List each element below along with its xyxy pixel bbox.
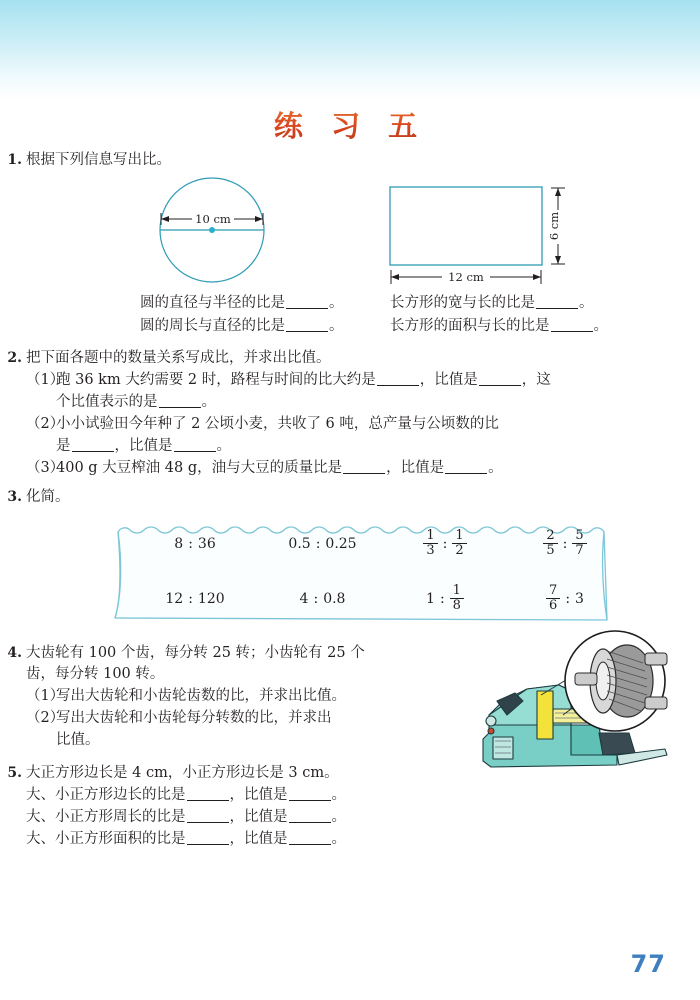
subitem-part: 写出大齿轮和小齿轮每分转数的比，并求出	[56, 710, 332, 726]
answer-blank[interactable]	[286, 317, 328, 332]
exercise-5-prompt: 大正方形边长是 4 cm，小正方形边长是 3 cm。	[26, 765, 339, 781]
fraction-numerator: 1	[452, 583, 461, 599]
exercise-4-prompt	[26, 643, 400, 685]
answer-prefix: 长方形的宽与长的比是	[390, 295, 535, 311]
exercise-2	[0, 348, 700, 479]
ratio-left: 1	[426, 590, 435, 607]
exercise-3-number: 3.	[7, 489, 22, 505]
subitem-part: 。	[488, 460, 503, 476]
exercise-1-answers-left	[140, 292, 344, 338]
answer-prefix: 大、小正方形边长的比是	[26, 787, 186, 803]
answer-line	[140, 315, 344, 338]
answer-prefix: 圆的周长与直径的比是	[140, 318, 285, 334]
subitem-text	[56, 457, 700, 479]
exercise-5-line-3	[26, 828, 700, 850]
answer-blank[interactable]	[159, 393, 201, 408]
ratio-item	[300, 591, 346, 607]
ratio-left: 0.5	[288, 535, 311, 552]
answer-blank[interactable]	[479, 371, 521, 386]
exercise-4	[0, 643, 700, 751]
rectangle-diagram	[382, 181, 582, 286]
gear-machine-illustration	[467, 629, 682, 779]
answer-blank[interactable]	[174, 437, 216, 452]
exercise-4-heading	[0, 643, 400, 685]
answer-blank[interactable]	[187, 786, 229, 801]
exercise-2-item-2	[26, 413, 700, 457]
ratio-right: 36	[197, 535, 216, 552]
circle-diameter-label: 10 cm	[195, 212, 231, 226]
subitem-part: ，这	[521, 372, 551, 388]
subitem-part: 个比值表示的是	[56, 394, 158, 410]
exercise-4-item-1	[26, 685, 426, 707]
ratio-item	[288, 536, 356, 552]
subitem-continuation	[56, 391, 700, 413]
subitem-part: ，比值是	[386, 460, 445, 476]
answer-prefix: 圆的直径与半径的比是	[140, 295, 285, 311]
answer-suffix: 。	[593, 318, 608, 334]
ratio-right: 120	[197, 590, 225, 607]
ratio-item	[174, 536, 215, 552]
ratio-item	[423, 529, 466, 557]
ratio-grid	[104, 516, 614, 626]
page-content	[0, 150, 700, 850]
subitem-part: 跑 36 km 大约需要 2 时，路程与时间的比大约是	[56, 372, 376, 388]
ratio-item	[543, 529, 586, 557]
exercise-1-number: 1.	[7, 152, 22, 168]
answer-blank[interactable]	[289, 808, 331, 823]
answer-line	[140, 292, 344, 315]
subitem-text	[56, 369, 700, 413]
answer-line	[26, 828, 700, 850]
ratio-item	[546, 584, 584, 612]
ratio-item	[426, 584, 464, 612]
fraction	[423, 529, 437, 557]
subitem-label: （2）	[26, 710, 65, 726]
answer-line	[26, 784, 700, 806]
exercise-2-prompt: 把下面各题中的数量关系写成比，并求出比值。	[26, 350, 331, 366]
answer-suffix: 。	[331, 809, 346, 825]
exercise-5-line-1	[26, 784, 700, 806]
prompt-line-1: 大齿轮有 100 个齿，每分转 25 转；小齿轮有 25 个	[26, 645, 365, 661]
answer-suffix: 。	[329, 318, 344, 334]
fraction-denominator: 3	[423, 543, 437, 558]
subitem-part: 400 g 大豆榨油 48 g，油与大豆的质量比是	[56, 460, 343, 476]
decorative-top-band	[0, 0, 700, 100]
subitem-part-2: 比值。	[56, 732, 100, 748]
page-title: 练 习 五	[0, 104, 700, 145]
subitem-label: （2）	[26, 416, 65, 432]
subitem-part: ，比值是	[114, 438, 173, 454]
answer-blank[interactable]	[536, 294, 578, 309]
ratio-right: 3	[575, 590, 584, 607]
fraction-numerator: 1	[455, 528, 464, 544]
fraction	[450, 584, 464, 612]
exercise-1-answers	[0, 292, 700, 342]
exercise-3-heading	[0, 487, 700, 508]
exercise-1	[0, 150, 700, 342]
subitem-part: 。	[216, 438, 231, 454]
fraction	[543, 529, 557, 557]
exercise-2-heading	[0, 348, 700, 369]
simplify-banner	[0, 516, 700, 631]
fraction	[572, 529, 586, 557]
answer-mid: ，比值是	[229, 831, 288, 847]
exercise-3-prompt: 化简。	[26, 489, 70, 505]
ratio-colon: :	[188, 535, 193, 552]
ratio-left: 12	[165, 590, 184, 607]
subitem-part: 小小试验田今年种了 2 公顷小麦，共收了 6 吨，总产量与公顷数的比	[56, 416, 499, 432]
prompt-line-2: 齿，每分转 100 转。	[26, 666, 165, 682]
subitem-continuation	[56, 435, 700, 457]
ratio-colon: :	[442, 535, 448, 552]
subitem-part: 是	[56, 438, 71, 454]
ratio-colon: :	[313, 590, 319, 607]
subitem-part: ，比值是	[419, 372, 478, 388]
rectangle-height-label: 6 cm	[547, 211, 561, 241]
exercise-5-heading	[0, 763, 700, 784]
answer-suffix: 。	[579, 295, 594, 311]
exercise-2-number: 2.	[7, 350, 22, 366]
subitem-text	[56, 707, 426, 751]
subitem-part: 。	[201, 394, 216, 410]
answer-blank[interactable]	[551, 317, 593, 332]
answer-mid: ，比值是	[229, 787, 288, 803]
ratio-colon: :	[562, 535, 568, 552]
subitem-label: （1）	[26, 372, 65, 388]
exercise-2-item-1	[26, 369, 700, 413]
answer-line	[390, 315, 608, 338]
ratio-right: 0.25	[325, 535, 357, 552]
exercise-1-heading	[0, 150, 700, 171]
answer-suffix: 。	[331, 831, 346, 847]
ratio-left: 4	[299, 590, 309, 607]
fraction-denominator: 5	[543, 543, 557, 558]
ratio-colon: :	[315, 535, 321, 552]
answer-prefix: 长方形的面积与长的比是	[390, 318, 550, 334]
subitem-text	[56, 413, 700, 457]
fraction-denominator: 6	[546, 598, 560, 613]
subitem-text: 写出大齿轮和小齿轮齿数的比，并求出比值。	[56, 688, 346, 704]
ratio-colon: :	[188, 590, 193, 607]
exercise-1-prompt: 根据下列信息写出比。	[26, 152, 171, 168]
fraction-numerator: 5	[575, 528, 584, 544]
subitem-label: （3）	[26, 460, 65, 476]
ratio-colon: :	[439, 590, 445, 607]
page-number: 77	[630, 950, 666, 978]
subitem-label: （1）	[26, 688, 65, 704]
answer-line	[390, 292, 608, 315]
answer-line	[26, 806, 700, 828]
answer-prefix: 大、小正方形周长的比是	[26, 809, 186, 825]
answer-blank[interactable]	[445, 459, 487, 474]
answer-blank[interactable]	[187, 808, 229, 823]
exercise-5-number: 5.	[7, 765, 22, 781]
exercise-3	[0, 487, 700, 631]
ratio-item	[165, 591, 224, 607]
fraction-numerator: 7	[549, 583, 558, 599]
answer-blank[interactable]	[72, 437, 114, 452]
answer-blank[interactable]	[289, 830, 331, 845]
exercise-4-item-2	[26, 707, 426, 751]
answer-suffix: 。	[331, 787, 346, 803]
exercise-5	[0, 763, 700, 850]
exercise-1-figures	[0, 175, 700, 290]
circle-diagram	[148, 175, 276, 285]
fraction	[546, 584, 560, 612]
fraction-numerator: 2	[546, 528, 555, 544]
answer-blank[interactable]	[286, 294, 328, 309]
answer-mid: ，比值是	[229, 809, 288, 825]
answer-blank[interactable]	[343, 459, 385, 474]
fraction-denominator: 7	[572, 543, 586, 558]
answer-blank[interactable]	[289, 786, 331, 801]
ratio-right: 0.8	[323, 590, 346, 607]
answer-blank[interactable]	[377, 371, 419, 386]
ratio-colon: :	[565, 590, 571, 607]
answer-blank[interactable]	[187, 830, 229, 845]
fraction	[452, 529, 466, 557]
answer-suffix: 。	[329, 295, 344, 311]
fraction-denominator: 2	[452, 543, 466, 558]
rectangle-width-label: 12 cm	[448, 270, 484, 284]
fraction-denominator: 8	[450, 598, 464, 613]
answer-prefix: 大、小正方形面积的比是	[26, 831, 186, 847]
fraction-numerator: 1	[426, 528, 435, 544]
exercise-1-answers-right	[390, 292, 608, 338]
exercise-5-line-2	[26, 806, 700, 828]
ratio-left: 8	[174, 535, 184, 552]
exercise-2-item-3	[26, 457, 700, 479]
exercise-4-number: 4.	[7, 645, 22, 661]
